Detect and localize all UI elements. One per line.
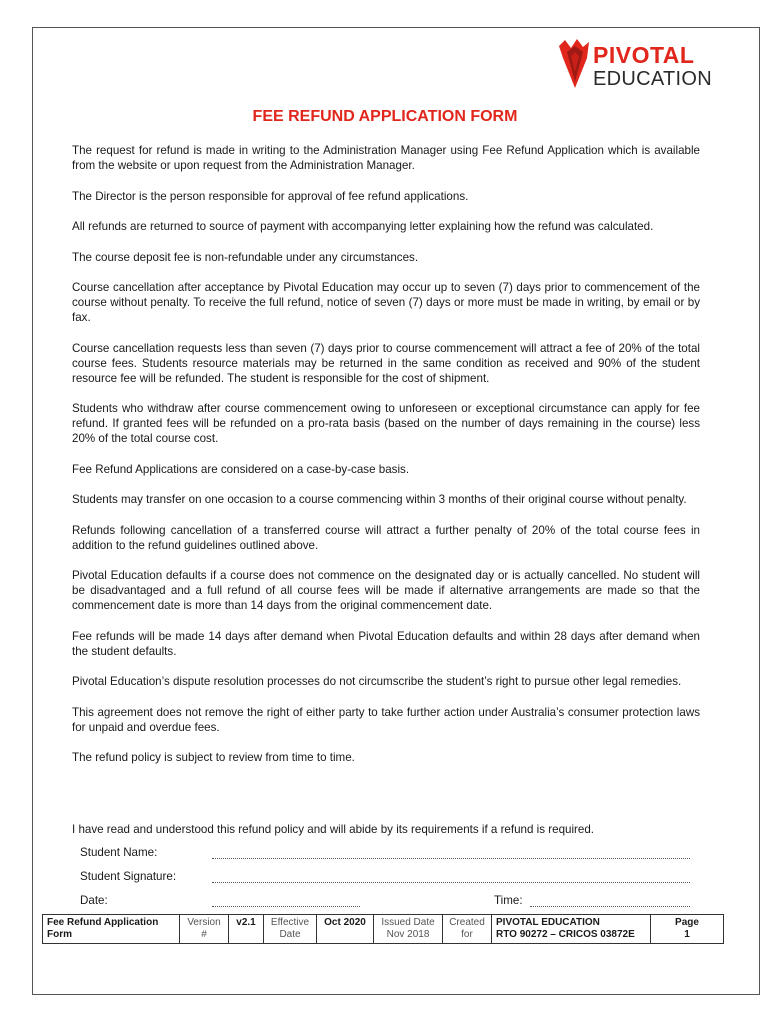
declaration-text: I have read and understood this refund policy and will abide by its requirements if a refund is required.: [72, 823, 595, 836]
footer-page-number: 1: [684, 929, 690, 940]
paragraph: Pivotal Education defaults if a course does not commence on the designated day or is actually cancelled. No student will be disadvantaged and a full refund of all course fees will be made if alternative arrangements are made so that the commencement date is more than 14 days from the original commencement date.: [72, 569, 700, 612]
paragraph: Fee Refund Applications are considered on a case-by-case basis.: [72, 462, 410, 476]
footer-effective-label: Effective Date: [264, 915, 317, 944]
logo-word-pivotal: PIVOTAL: [593, 42, 695, 68]
paragraph: The Director is the person responsible for approval of fee refund applications.: [72, 189, 469, 203]
footer-org-name: PIVOTAL EDUCATION: [496, 917, 600, 928]
paragraph: This agreement does not remove the right of either party to take further action under Australia’s consumer protection laws for unpaid and overdue fees.: [72, 705, 700, 734]
footer-form-name: Fee Refund Application Form: [43, 915, 180, 944]
date-label: Date:: [80, 894, 108, 907]
footer-organisation: [492, 915, 651, 944]
paragraph: The request for refund is made in writing to the Administration Manager using Fee Refund Application which is available from the website or upon request from the Administration Manager.: [72, 144, 700, 172]
student-name-label: Student Name:: [80, 846, 158, 859]
footer-page-label: Page: [675, 917, 699, 928]
time-field[interactable]: [530, 906, 690, 907]
logo-word-education: EDUCATION: [593, 68, 712, 90]
logo-mark-icon: [555, 38, 595, 90]
pivotal-education-logo: [555, 38, 715, 94]
paragraph: Students who withdraw after course commencement owing to unforeseen or exceptional circumstance can apply for fee refund. If granted fees will be refunded on a pro-rata basis (based on the number of days remaining in the course) less 20% of the total course cost.: [72, 402, 700, 445]
footer-issued-date: Issued Date Nov 2018: [374, 915, 443, 944]
student-name-field[interactable]: [212, 858, 690, 859]
footer-effective-value: Oct 2020: [317, 915, 374, 944]
paragraph: The course deposit fee is non-refundable under any circumstances.: [72, 250, 419, 264]
footer-created-label: Created for: [443, 915, 492, 944]
footer-version-value: v2.1: [229, 915, 264, 944]
paragraph: Course cancellation after acceptance by Pivotal Education may occur up to seven (7) days prior to commencement of the course without penalty. To receive the full refund, notice of seven (7) days or more must be made in writing, by email or by fax.: [72, 281, 700, 324]
paragraph: Refunds following cancellation of a transferred course will attract a further penalty of 20% of the total course fees in addition to the refund guidelines outlined above.: [72, 523, 700, 552]
paragraph: The refund policy is subject to review from time to time.: [72, 751, 355, 764]
document-footer-table: [42, 914, 724, 944]
student-signature-field[interactable]: [212, 882, 690, 883]
policy-text: [72, 143, 700, 781]
footer-org-codes: RTO 90272 – CRICOS 03872E: [496, 929, 635, 940]
student-signature-label: Student Signature:: [80, 870, 177, 883]
footer-page: [651, 915, 724, 944]
footer-version-label: Version #: [180, 915, 229, 944]
page-title: FEE REFUND APPLICATION FORM: [252, 108, 518, 125]
paragraph: All refunds are returned to source of payment with accompanying letter explaining how the refund was calculated.: [72, 220, 654, 233]
paragraph: Course cancellation requests less than seven (7) days prior to course commencement will attract a fee of 20% of the total course fees. Students resource materials may be returned in the same condition as received and 90% of the student resource fee will be refunded. The student is responsible for the cost of shipment.: [72, 341, 700, 385]
paragraph: Fee refunds will be made 14 days after demand when Pivotal Education defaults and within 28 days after demand when the student defaults.: [72, 629, 700, 658]
paragraph: Students may transfer on one occasion to a course commencing within 3 months of their original course without penalty.: [72, 493, 687, 506]
time-label: Time:: [494, 894, 523, 907]
paragraph: Pivotal Education’s dispute resolution processes do not circumscribe the student’s right to pursue other legal remedies.: [72, 675, 682, 688]
date-field[interactable]: [212, 906, 360, 907]
footer-row: [43, 915, 724, 944]
